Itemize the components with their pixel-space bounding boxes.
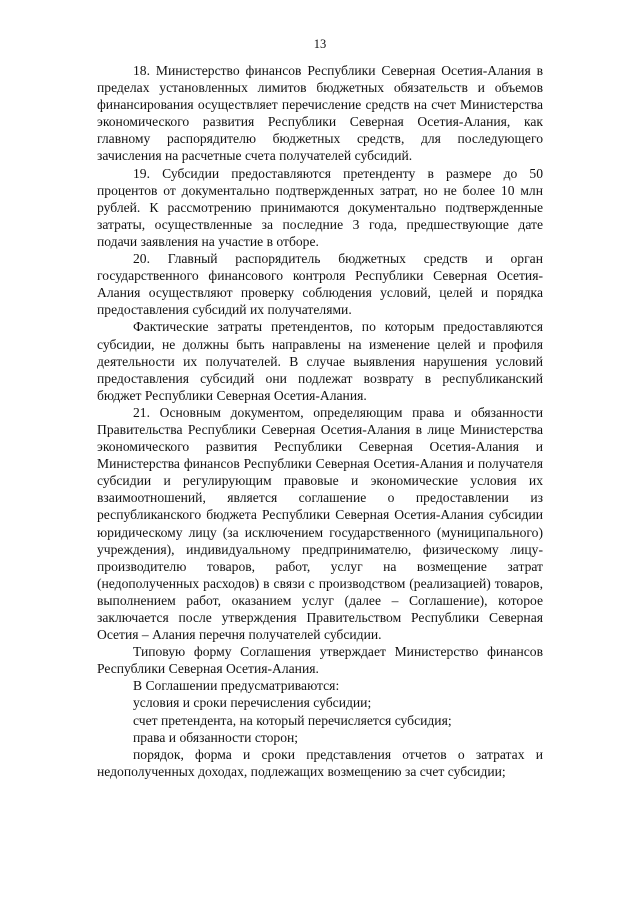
list-item-reporting: порядок, форма и сроки представления отчетов о затратах и недополученных доходах, подлежащих возмещению за счет субсидии; [97, 746, 543, 779]
document-body [97, 62, 543, 780]
paragraph-agreement-provides: В Соглашении предусматриваются: [133, 678, 340, 694]
list-item-transfer-terms: условия и сроки перечисления субсидии; [133, 695, 372, 711]
paragraph-20-compliance-check: 20. Главный распорядитель бюджетных средств и орган государственного финансового контроля Республики Северная Осетия-Алания осуществляют проверку соблюдения условий, целей и порядка предоставления субсидий их получателями. [97, 251, 543, 318]
list-item-applicant-account: счет претендента, на который перечисляется субсидия; [133, 712, 452, 728]
paragraph-19-subsidy-amount: 19. Субсидии предоставляются претенденту в размере до 50 процентов от документально подтвержденных затрат, но не более 10 млн рублей. К рассмотрению принимаются документально подтвержденные затраты, осуществленные за последние 3 года, предшествующие дате подачи заявления на участие в отборе. [97, 165, 543, 249]
paragraph-standard-form: Типовую форму Соглашения утверждает Министерство финансов Республики Северная Осетия-Алания. [97, 644, 543, 677]
list-item-rights-obligations: права и обязанности сторон; [133, 729, 299, 745]
page-number: 13 [313, 37, 327, 51]
paragraph-21-agreement: 21. Основным документом, определяющим права и обязанности Правительства Республики Северная Осетия-Алания в лице Министерства экономического развития Республики Северная Осетия-Алания и Министерства финансов Республики Северная Осетия-Алания и получателя субсидии и регулирующим правовые и экономические условия их взаимоотношений, является соглашение о предоставлении из республиканского бюджета Республики Северная Осетия-Алания субсидии юридическому лицу (за исключением государственного (муниципального) учреждения), индивидуальному предпринимателю, физическому лицу-производителю товаров, работ, услуг на возмещение затрат (недополученных расходов) в связи с производством (реализацией) товаров, выполнением работ, оказанием услуг (далее – Соглашение), которое заключается после утверждения Правительством Республики Северная Осетия – Алания перечня получателей субсидии. [97, 404, 543, 643]
paragraph-actual-costs: Фактические затраты претендентов, по которым предоставляются субсидии, не должны быть направлены на изменение целей и профиля деятельности их получателей. В случае выявления нарушения условий предоставления субсидий они подлежат возврату в республиканский бюджет Республики Северная Осетия-Алания. [97, 319, 543, 403]
paragraph-18-transfer: 18. Министерство финансов Республики Северная Осетия-Алания в пределах установленных лимитов бюджетных обязательств и объемов финансирования осуществляет перечисление средств на счет Министерства экономического развития Республики Северная Осетия-Алания, как главному распорядителю бюджетных средств, для последующего зачисления на расчетные счета получателей субсидий. [97, 63, 543, 164]
